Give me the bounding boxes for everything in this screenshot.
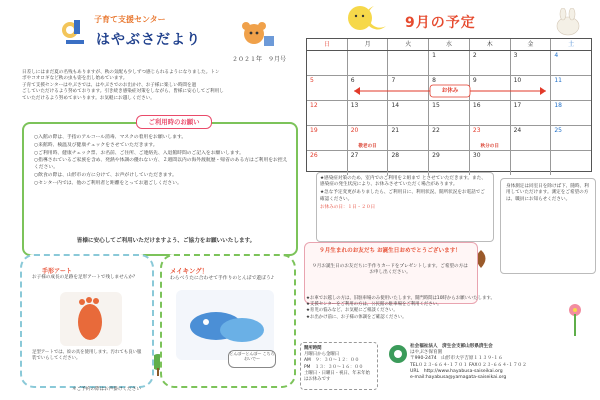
calendar-day-number: 30: [472, 152, 481, 159]
notice-item: ○来館時、検温及び健康チェックをさせていただきます。: [34, 142, 158, 148]
issue-date: ２０２１年 ９月号: [232, 56, 287, 63]
info-paragraph: ★急な予定変更がありましたら、ご利用日に、利用状況、開所状況をお電話でご確認ください。: [320, 190, 485, 202]
calendar-day-cell: [307, 51, 348, 75]
calendar-day-number: 2: [472, 52, 477, 59]
calendar-day-number: 27: [350, 152, 359, 159]
hours-note: 土曜日・日曜日・祝日、年末年始はお休みです: [304, 370, 370, 383]
calendar: [306, 38, 592, 172]
org-name: 社会福祉法人 済生会支部山形県済生会: [410, 344, 493, 349]
note-item: ★育児の悩みなど、お気軽にご相談ください。: [306, 308, 398, 314]
calendar-day-cell: [551, 126, 591, 150]
calendar-day-number: 17: [513, 102, 522, 109]
notice-item: ○ご利用時、健康チェック票、お名前、ご住所、ご連絡先、入退館時間のご記入をお願いします。: [34, 150, 244, 156]
info-paragraph: ★感染症対策のため、室内でのご利用を２組まで とさせていただきます。また、感染症の発生状況により、お休みさせていただく場合があります。: [320, 176, 486, 188]
calendar-day-cell: [470, 101, 511, 125]
calendar-day-cell: [307, 126, 348, 150]
calendar-day-cell: [429, 101, 470, 125]
calendar-day-number: 20: [350, 127, 359, 134]
org-sub: はやぶさ保育園: [410, 350, 443, 356]
intro-line: 子育て支援センターはやぶさでは、はやぶさでのお出かけ、お子様に楽しい時間を過: [22, 82, 197, 88]
sun-moon-illustration: [340, 2, 396, 36]
weekday-mon: 月: [348, 39, 389, 50]
calendar-day-number: 19: [310, 127, 318, 134]
calendar-day-number: 24: [513, 127, 522, 134]
calendar-day-number: 16: [472, 102, 481, 109]
birthday-body: ９月お誕生日のお友だちに手作りカードをプレゼントします。ご希望の方はお申し出ください。: [312, 264, 468, 276]
hours-days: 月曜日から金曜日: [304, 352, 340, 358]
handprint-art-note: 足型アートでは、絵の具を使用します。汚れても良い服装でいらしてください。: [32, 350, 142, 362]
calendar-week-row: [307, 101, 591, 126]
calendar-day-cell: [307, 101, 348, 125]
making-body: わらべうたに合わせて手作りのとんぼで遊ぼう♪: [170, 276, 274, 281]
calendar-day-cell: [551, 101, 591, 125]
hours-title: 開所時間: [304, 346, 322, 351]
intro-line: 日差しにはまだ夏の名残もありますが、秋の気配も少しずつ感じられるようになりました。トン: [22, 70, 220, 75]
intro-line: ごしていただけるよう努めております。引き続き感染症対策をしながら、皆様に安心してご利用し: [22, 89, 224, 95]
notice-item: ○センター内では、他のご利用者と距離をとってお過ごしください。: [34, 180, 182, 186]
org-url[interactable]: URL http://www.hayabusa-saiseikai.org: [410, 368, 503, 374]
calendar-day-cell: [511, 51, 552, 75]
calendar-title: 9月の予定: [405, 15, 476, 31]
calendar-day-cell: [348, 51, 389, 75]
note-item: ★お車でお越しの方は、旧駐車場のみ使用いたします。開門時間は10時からお願いいたします。: [306, 296, 495, 301]
intro-line: ていただけるよう努めてまいります。お気軽にお越しください。: [22, 95, 155, 101]
microscope-illustration: [58, 14, 90, 48]
hours-pm: PM １３：３０～１６：００: [304, 364, 364, 370]
calendar-day-cell: [470, 51, 511, 75]
calendar-weekday-header: [307, 39, 591, 51]
closed-days-label: お休み: [441, 88, 459, 94]
weekday-sat: 土: [568, 41, 575, 48]
calendar-day-cell: [388, 101, 429, 125]
calendar-day-number: 11: [554, 77, 562, 84]
org-email[interactable]: e-mail:hayabusa@yamagata-saiseikai.org: [410, 375, 507, 381]
bear-illustration: [236, 20, 276, 52]
calendar-day-cell: [429, 51, 470, 75]
calendar-day-number: 3: [513, 52, 518, 59]
birthday-title: ９月生まれのお友だち お誕生日おめでとうございます！: [319, 248, 461, 254]
newsletter-title: はやぶさだより: [96, 32, 201, 48]
notes-list: [306, 296, 596, 321]
calendar-day-number: 9: [472, 77, 477, 84]
calendar-day-number: 1: [432, 52, 436, 59]
org-address: 〒990-2474 山形市大字吉原１１３９-１６: [410, 356, 503, 362]
calendar-day-number: 29: [432, 152, 440, 159]
calendar-day-number: 8: [432, 77, 436, 84]
calendar-day-cell: [429, 126, 470, 150]
note-item: ★支援センターをご利用の方は、公民館の駐車場をご利用ください。: [306, 302, 442, 308]
weekday-tue: 火: [388, 39, 429, 50]
weekday-sun: 日: [307, 39, 348, 50]
calendar-day-number: 26: [310, 152, 318, 159]
calendar-day-number: 4: [554, 52, 559, 59]
calendar-day-cell: [470, 126, 511, 150]
reservation-note: ＊ご予約の際はお声掛けください: [72, 387, 141, 392]
org-tel: TEL０２３-６６４-１７０１ FAX０２３-６６４-１７０２: [410, 362, 527, 368]
calendar-day-number: 13: [350, 102, 359, 109]
holiday-label: 秋分の日: [480, 144, 499, 149]
org-logo-icon: [388, 344, 408, 364]
notice-item: ○入館の際は、手指のアルコール消毒、マスクの着用をお願いします。: [34, 135, 187, 140]
calendar-day-number: 12: [310, 102, 318, 109]
calendar-day-number: 7: [391, 77, 396, 84]
notice-item: ○飲食の際は、山形市の方に分けて、お声がけしていただきます。: [34, 172, 177, 178]
rabbit-illustration: [550, 8, 588, 38]
calendar-day-cell: [388, 126, 429, 150]
making-title: メイキング！: [170, 267, 209, 275]
calendar-week-row: [307, 51, 591, 76]
calendar-day-number: 25: [554, 127, 562, 134]
calendar-day-number: 6: [350, 77, 355, 84]
hours-am: AM ９：３０～１２：００: [304, 358, 360, 364]
calendar-day-cell: [348, 126, 389, 150]
handprint-art-body: お子様の成長の足跡を足形アートで残しませんか？: [32, 275, 138, 280]
calendar-day-cell: [511, 126, 552, 150]
notice-list: [34, 135, 288, 189]
calendar-day-number: 10: [513, 77, 522, 84]
note-item: ★お出かけ前に、お子様の体調をご確認ください。: [306, 314, 407, 320]
calendar-day-cell: [307, 76, 348, 100]
calendar-day-number: 21: [391, 127, 400, 134]
weekday-fri: 金: [511, 39, 552, 50]
calendar-day-cell: [348, 101, 389, 125]
calendar-day-number: 23: [472, 127, 481, 134]
org-info: [410, 344, 596, 381]
calendar-day-cell: [551, 51, 591, 75]
notice-title: ご利用時のお願い: [136, 115, 212, 129]
header-org: 子育て支援センター: [94, 15, 166, 24]
weekday-thu: 木: [470, 39, 511, 50]
intro-line: ボやコオロギなど秋の虫も姿を出し始めています。: [22, 76, 128, 82]
calendar-day-cell: [388, 51, 429, 75]
calendar-day-number: 28: [391, 152, 400, 159]
intro-text: [22, 70, 304, 102]
measurement-text: 身体測定は同室日を除けば下、随時、利用していただけます。測定をご希望の方は、職員にお知らせください。: [506, 184, 589, 202]
footprint-art-photo: [60, 292, 122, 346]
hours-text: [304, 346, 374, 383]
closed-days: お休みの日：１日・２０日: [320, 204, 376, 210]
calendar-day-cell: [511, 101, 552, 125]
calendar-day-number: 18: [554, 102, 562, 109]
calendar-grid: [307, 51, 591, 175]
info-text: [320, 176, 488, 213]
calendar-day-number: 22: [432, 127, 440, 134]
calendar-day-number: 5: [310, 77, 314, 84]
calendar-day-cell: [551, 76, 591, 100]
calendar-day-cell: [511, 151, 552, 175]
calendar-day-cell: [551, 151, 591, 175]
calendar-week-row: [307, 126, 591, 151]
speech-bubble: とんぼ～とんぼ～ こちらおいで～: [228, 350, 276, 368]
calendar-day-number: 15: [432, 102, 440, 109]
weekday-wed: 水: [429, 39, 470, 50]
notice-item: ○指導されているご家族を含め、発熱や体調の優れない方、２週間以内の海外渡航歴・帰省のある方はご利用をお控えください。: [34, 158, 288, 171]
calendar-day-number: 14: [391, 102, 400, 109]
notice-closing: 皆様に安心してご利用いただけますよう、ご協力をお願いいたします。: [76, 238, 256, 244]
holiday-label: 敬老の日: [358, 144, 377, 149]
handprint-art-title: 手形アート: [42, 268, 72, 275]
